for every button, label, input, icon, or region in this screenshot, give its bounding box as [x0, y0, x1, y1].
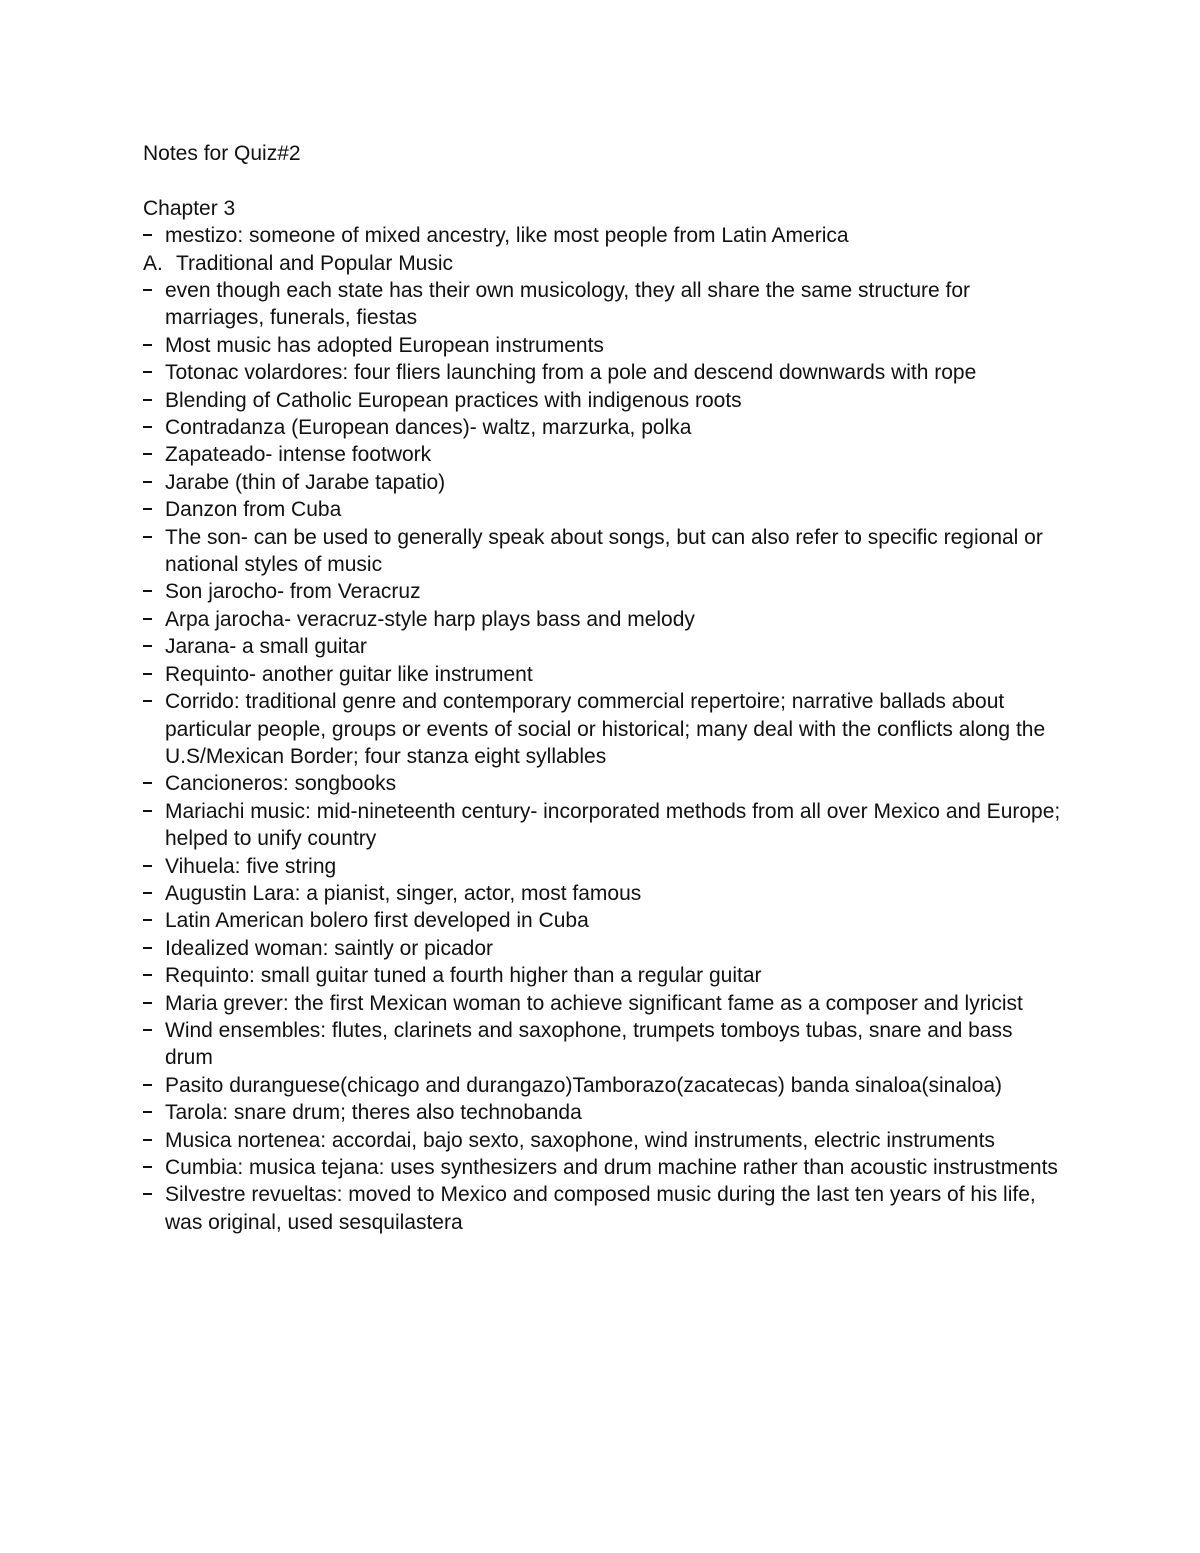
list-item-text: Wind ensembles: flutes, clarinets and saxophone, trumpets tomboys tubas, snare and bass drum [165, 1018, 1013, 1070]
list-item-text: Idealized woman: saintly or picador [165, 936, 494, 960]
list-item-text: Cumbia: musica tejana: uses synthesizers and drum machine rather than acoustic instrustments [165, 1156, 1058, 1180]
list-item-text: Corrido: traditional genre and contemporary commercial repertoire; narrative ballads about particular people, groups or events of social or historical; many deal with the conflicts along the U.S/Mexican Border; four stanza eight syllables [165, 690, 1046, 768]
list-item-text: Maria grever: the first Mexican woman to achieve significant fame as a composer and lyricist [165, 991, 1023, 1015]
document-title: Notes for Quiz#2 [143, 142, 301, 165]
list-item-text: Mariachi music: mid-nineteenth century- incorporated methods from all over Mexico and Europe; helped to unify country [165, 799, 1061, 851]
list-item [143, 853, 1063, 880]
list-item [143, 524, 1063, 579]
list-item [143, 387, 1063, 414]
list-item-text: Most music has adopted European instruments [165, 333, 604, 357]
list-item-text: Jarabe (thin of Jarabe tapatio) [165, 470, 446, 494]
list-item [143, 578, 1063, 605]
list-item-text: Requinto- another guitar like instrument [165, 662, 533, 686]
chapter-heading: Chapter 3 [143, 196, 236, 220]
list-item-text: Tarola: snare drum; theres also technobanda [165, 1101, 582, 1125]
list-item-text: Requinto: small guitar tuned a fourth higher than a regular guitar [165, 964, 762, 988]
list-item [143, 770, 1063, 797]
list-item [143, 798, 1063, 853]
list-item [143, 359, 1063, 386]
list-item-text: Zapateado- intense footwork [165, 443, 432, 467]
list-item-text: The son- can be used to generally speak about songs, but can also refer to specific regional or national styles of music [165, 525, 1043, 577]
list-item-text: Vihuela: five string [165, 854, 337, 878]
list-item [143, 688, 1063, 770]
list-item-text: even though each state has their own musicology, they all share the same structure for marriages, funerals, fiestas [165, 279, 971, 330]
list-item [143, 414, 1063, 441]
list-item [143, 1181, 1063, 1236]
intro-list-item-text: mestizo: someone of mixed ancestry, like most people from Latin America [165, 224, 849, 248]
list-item [143, 661, 1063, 688]
list-item [143, 1127, 1063, 1154]
list-item [143, 496, 1063, 523]
section-title: Traditional and Popular Music [176, 251, 454, 275]
list-item [143, 962, 1063, 989]
section-marker: A. [143, 251, 163, 275]
list-item-text: Latin American bolero first developed in Cuba [165, 909, 589, 933]
list-item [143, 1154, 1063, 1181]
list-item [143, 606, 1063, 633]
list-item-text: Musica nortenea: accordai, bajo sexto, saxophone, wind instruments, electric instruments [165, 1128, 995, 1152]
list-item [143, 880, 1063, 907]
list-item [143, 935, 1063, 962]
list-item-text: Pasito duranguese(chicago and durangazo)Tamborazo(zacatecas) banda sinaloa(sinaloa) [165, 1073, 1003, 1097]
list-item [143, 332, 1063, 359]
list-item [143, 1017, 1063, 1072]
list-item-text: Totonac volardores: four fliers launching from a pole and descend downwards with rope [165, 361, 977, 385]
list-item [143, 441, 1063, 468]
list-item-text: Blending of Catholic European practices with indigenous roots [165, 388, 742, 412]
list-item [143, 907, 1063, 934]
list-item-text: Arpa jarocha- veracruz-style harp plays bass and melody [165, 607, 695, 631]
list-item-text: Son jarocho- from Veracruz [165, 580, 421, 604]
list-item-text: Contradanza (European dances)- waltz, marzurka, polka [165, 416, 692, 440]
list-item-text: Danzon from Cuba [165, 498, 342, 522]
document-content [143, 140, 1063, 1236]
list-item [143, 469, 1063, 496]
intro-list-item [143, 222, 1063, 249]
list-item [143, 633, 1063, 660]
notes-list [143, 277, 1063, 1236]
list-item-text: Cancioneros: songbooks [165, 772, 397, 796]
list-item-text: Augustin Lara: a pianist, singer, actor, most famous [165, 881, 642, 905]
list-item-text: Jarana- a small guitar [165, 635, 367, 659]
list-item-text: Silvestre revueltas: moved to Mexico and composed music during the last ten years of his life, was original, used sesquilastera [165, 1183, 1036, 1234]
list-item [143, 1072, 1063, 1099]
list-item [143, 990, 1063, 1017]
list-item [143, 1099, 1063, 1126]
list-item [143, 277, 1063, 332]
section-heading [143, 250, 1063, 277]
